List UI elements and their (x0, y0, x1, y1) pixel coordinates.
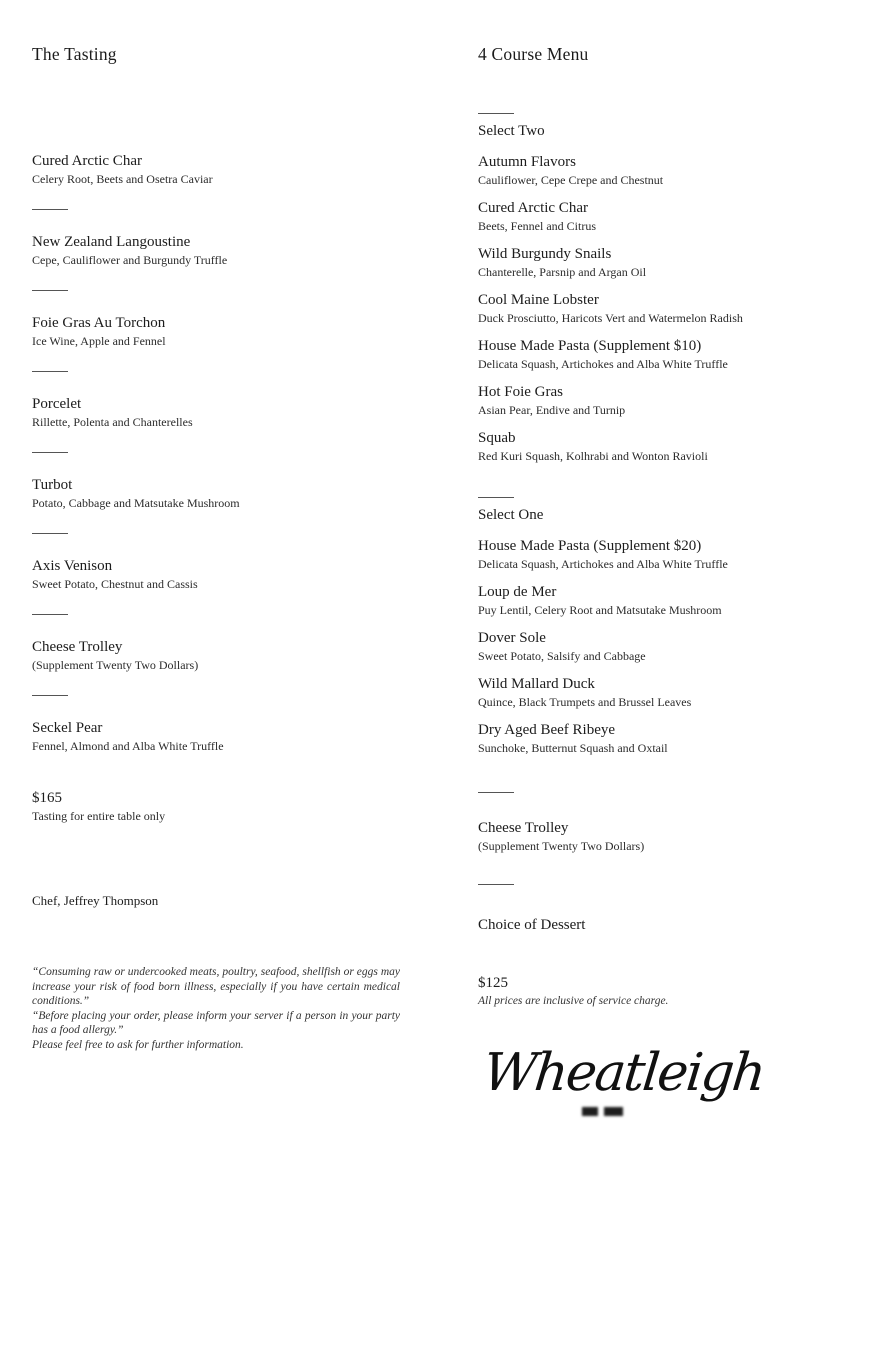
course-description: Delicata Squash, Artichokes and Alba White Truffle (478, 357, 728, 371)
course-name: Seckel Pear (32, 720, 103, 736)
logo-block (480, 1041, 858, 1116)
section-divider (32, 452, 68, 453)
section-header: Select Two (478, 123, 545, 139)
cheese-course (478, 818, 858, 855)
section-divider (32, 371, 68, 372)
course-description: Duck Prosciutto, Haricots Vert and Watermelon Radish (478, 311, 743, 325)
section-divider (32, 533, 68, 534)
course-name: New Zealand Langoustine (32, 234, 191, 250)
course-item (32, 313, 434, 350)
tasting-price-note: Tasting for entire table only (32, 809, 166, 823)
course-name: Axis Venison (32, 558, 113, 574)
course-name: Cheese Trolley (478, 820, 569, 836)
course-item (478, 628, 858, 665)
menu-section (478, 113, 858, 465)
course-item (478, 582, 858, 619)
section-divider (478, 884, 514, 885)
course-description: Ice Wine, Apple and Fennel (32, 334, 166, 348)
course-name: House Made Pasta (Supplement $10) (478, 338, 702, 354)
course-name: Cheese Trolley (32, 639, 123, 655)
course-description: Chanterelle, Parsnip and Argan Oil (478, 265, 647, 279)
course-item (478, 336, 858, 373)
course-description: Asian Pear, Endive and Turnip (478, 403, 626, 417)
course-name: House Made Pasta (Supplement $20) (478, 538, 702, 554)
course-name: Cured Arctic Char (32, 153, 142, 169)
course-item (32, 718, 434, 755)
section-header: Select One (478, 507, 544, 523)
disclaimer-line: “Consuming raw or undercooked meats, poultry, seafood, shellfish or eggs may increase your risk of food born illness, especially if you have certain medical conditions.” (32, 966, 400, 1007)
course-description: Celery Root, Beets and Osetra Caviar (32, 172, 213, 186)
course-name: Wild Burgundy Snails (478, 246, 612, 262)
section-divider (478, 497, 514, 498)
course-name: Loup de Mer (478, 584, 557, 600)
course-item (478, 152, 858, 189)
course-item (32, 151, 434, 188)
tasting-column (32, 44, 434, 1052)
course-name: Foie Gras Au Torchon (32, 315, 166, 331)
tasting-price-block (32, 788, 434, 825)
course-name: Autumn Flavors (478, 154, 576, 170)
course-name: Wild Mallard Duck (478, 676, 595, 692)
section-divider (32, 695, 68, 696)
course-menu-sections (478, 113, 858, 757)
dessert-header: Choice of Dessert (478, 917, 586, 933)
course-menu-column (478, 44, 858, 1116)
course-menu-price: $125 (478, 975, 508, 991)
disclaimer-text (32, 965, 400, 1052)
course-item (32, 637, 434, 674)
course-item (478, 290, 858, 327)
course-description: Red Kuri Squash, Kolhrabi and Wonton Ravioli (478, 449, 708, 463)
section-divider (478, 792, 514, 793)
disclaimer-line: “Before placing your order, please inform your server if a person in your party has a food allergy.” (32, 1009, 400, 1036)
course-description: Cepe, Cauliflower and Burgundy Truffle (32, 253, 228, 267)
redacted-marks (582, 1107, 858, 1116)
service-charge-note: All prices are inclusive of service charge. (478, 995, 669, 1007)
course-description: Sunchoke, Butternut Squash and Oxtail (478, 741, 668, 755)
section-divider (32, 209, 68, 210)
redacted-mark (582, 1107, 598, 1116)
course-name: Squab (478, 430, 516, 446)
course-item (478, 244, 858, 281)
course-item (478, 382, 858, 419)
course-description: Potato, Cabbage and Matsutake Mushroom (32, 496, 240, 510)
tasting-title: The Tasting (32, 44, 117, 64)
course-menu-price-block (478, 973, 858, 1009)
course-item (478, 536, 858, 573)
section-divider (32, 614, 68, 615)
course-menu-title: 4 Course Menu (478, 44, 589, 64)
course-item (32, 475, 434, 512)
course-name: Porcelet (32, 396, 82, 412)
course-description: Cauliflower, Cepe Crepe and Chestnut (478, 173, 664, 187)
course-description: Puy Lentil, Celery Root and Matsutake Mushroom (478, 603, 722, 617)
section-divider (32, 290, 68, 291)
chef-name: Chef, Jeffrey Thompson (32, 893, 159, 908)
course-item (32, 394, 434, 431)
disclaimer-line: Please feel free to ask for further information. (32, 1038, 244, 1051)
course-description: (Supplement Twenty Two Dollars) (32, 658, 199, 672)
course-item (32, 556, 434, 593)
course-name: Turbot (32, 477, 73, 493)
wheatleigh-logo: Wheatleigh (480, 1043, 767, 1103)
course-description: Beets, Fennel and Citrus (478, 219, 596, 233)
course-item (478, 674, 858, 711)
course-description: (Supplement Twenty Two Dollars) (478, 839, 645, 853)
course-item (32, 232, 434, 269)
redacted-mark (604, 1107, 623, 1116)
course-name: Cured Arctic Char (478, 200, 588, 216)
tasting-course-list (32, 151, 434, 755)
menu-section (478, 497, 858, 757)
course-name: Dry Aged Beef Ribeye (478, 722, 616, 738)
course-description: Fennel, Almond and Alba White Truffle (32, 739, 224, 753)
course-name: Hot Foie Gras (478, 384, 563, 400)
course-item (478, 428, 858, 465)
course-item (478, 720, 858, 757)
course-description: Delicata Squash, Artichokes and Alba White Truffle (478, 557, 728, 571)
section-divider (478, 113, 514, 114)
course-description: Sweet Potato, Salsify and Cabbage (478, 649, 646, 663)
course-description: Sweet Potato, Chestnut and Cassis (32, 577, 198, 591)
tasting-price: $165 (32, 790, 62, 806)
course-name: Dover Sole (478, 630, 546, 646)
course-name: Cool Maine Lobster (478, 292, 599, 308)
course-description: Quince, Black Trumpets and Brussel Leaves (478, 695, 692, 709)
course-item (478, 198, 858, 235)
section-item-list (478, 536, 858, 757)
section-item-list (478, 152, 858, 465)
course-description: Rillette, Polenta and Chanterelles (32, 415, 193, 429)
